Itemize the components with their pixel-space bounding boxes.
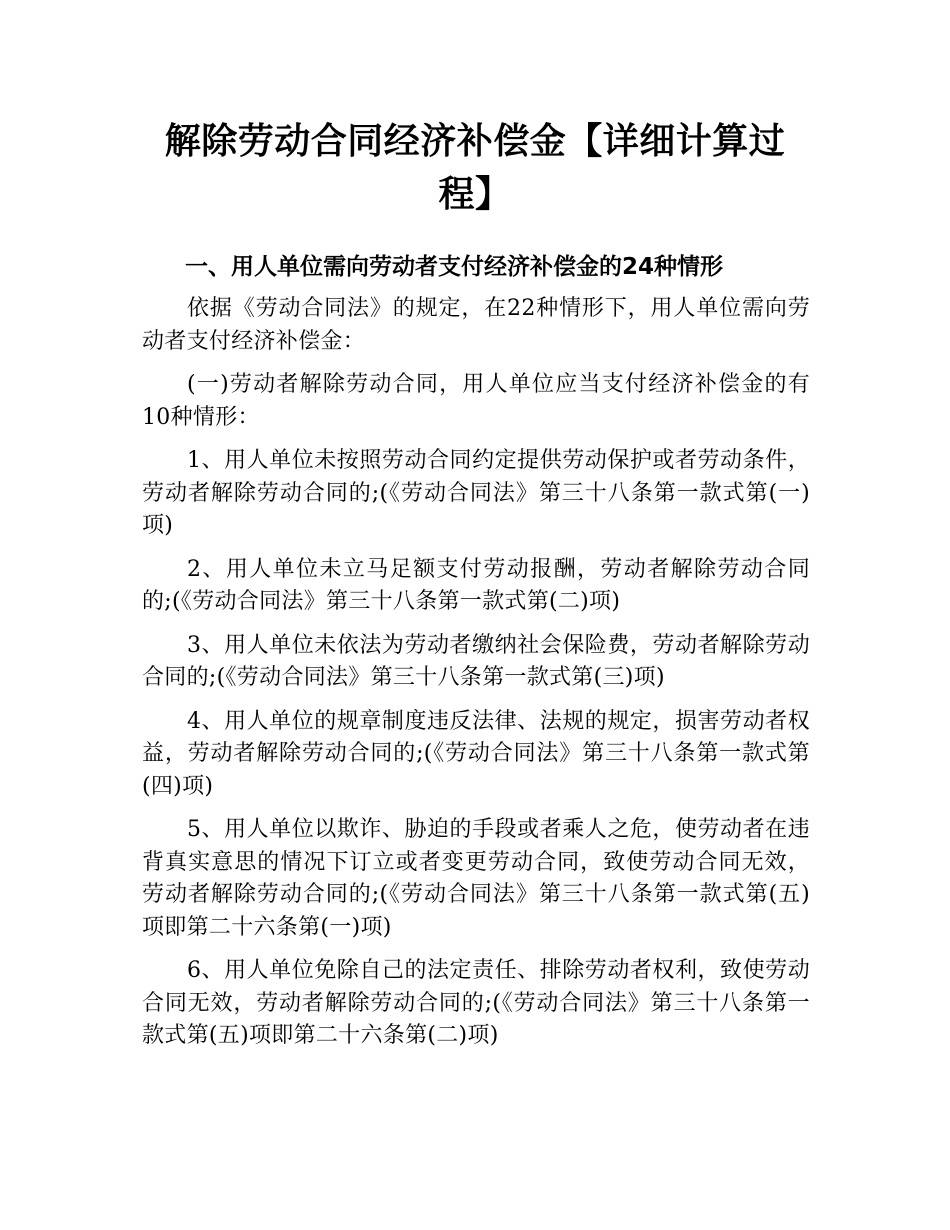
list-item-6: 6、用人单位免除自己的法定责任、排除劳动者权利，致使劳动合同无效，劳动者解除劳动合同的;(《劳动合同法》第三十八条第一款式第(五)项即第二十六条第(二)项): [142, 958, 810, 1048]
paragraph-intro: 依据《劳动合同法》的规定，在22种情形下，用人单位需向劳动者支付经济补偿金：: [142, 296, 810, 354]
list-item-4: 4、用人单位的规章制度违反法律、法规的规定，损害劳动者权益，劳动者解除劳动合同的;(《劳动合同法》第三十八条第一款式第(四)项): [142, 708, 810, 799]
list-item-1: 1、用人单位未按照劳动合同约定提供劳动保护或者劳动条件，劳动者解除劳动合同的;(《劳动合同法》第三十八条第一款式第(一)项): [142, 448, 810, 538]
paragraph-subsection-1: (一)劳动者解除劳动合同，用人单位应当支付经济补偿金的有10种情形：: [142, 372, 810, 430]
document-body: [142, 293, 810, 1064]
list-item-3: 3、用人单位未依法为劳动者缴纳社会保险费，劳动者解除劳动合同的;(《劳动合同法》第三十八条第一款式第(三)项): [142, 632, 810, 690]
document-title: 解除劳动合同经济补偿金【详细计算过程】: [164, 121, 786, 215]
list-item-5: 5、用人单位以欺诈、胁迫的手段或者乘人之危，使劳动者在违背真实意思的情况下订立或者变更劳动合同，致使劳动合同无效，劳动者解除劳动合同的;(《劳动合同法》第三十八条第一款式第(五)项即第二十六条第(一)项): [142, 817, 810, 940]
list-item-2: 2、用人单位未立马足额支付劳动报酬，劳动者解除劳动合同的;(《劳动合同法》第三十八条第一款式第(二)项): [142, 556, 810, 614]
section-heading: 一、用人单位需向劳动者支付经济补偿金的24种情形: [185, 254, 724, 280]
